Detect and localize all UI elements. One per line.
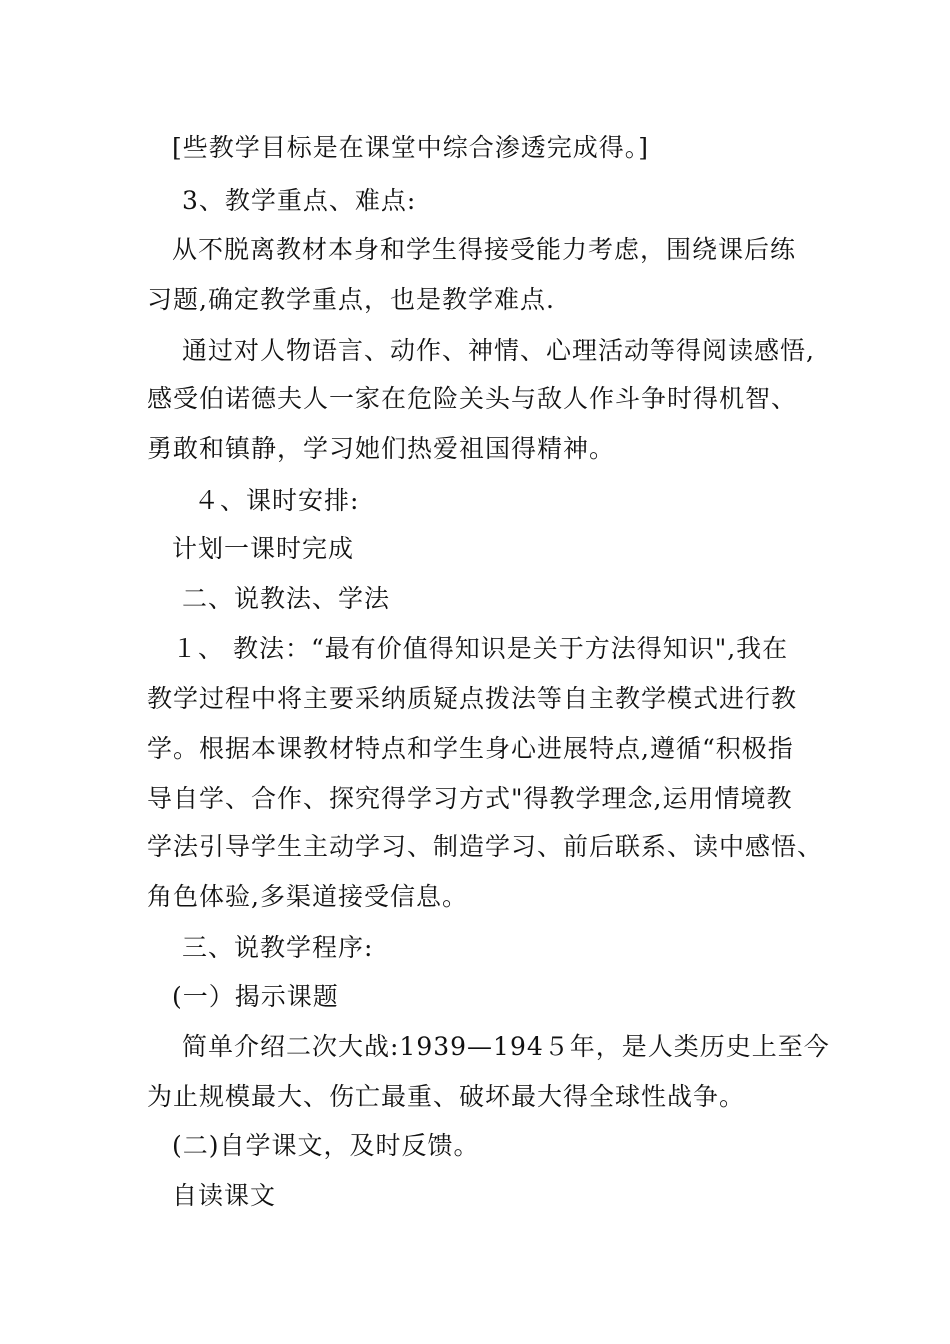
text-line: 从不脱离教材本身和学生得接受能力考虑，围绕课后练 (172, 235, 797, 264)
section-heading: (二)自学课文，及时反馈。 (172, 1131, 480, 1160)
text-line: 习题,确定教学重点，也是教学难点. (147, 285, 555, 314)
text-line: １、 教法：“最有价值得知识是关于方法得知识",我在 (172, 634, 789, 663)
section-heading: (一）揭示课题 (172, 982, 339, 1011)
section-heading: 三、说教学程序: (182, 933, 374, 962)
text-line: 学。根据本课教材特点和学生身心进展特点,遵循“积极指 (147, 734, 794, 763)
text-line: 感受伯诺德夫人一家在危险关头与敌人作斗争时得机智、 (147, 384, 798, 413)
section-heading: ４、课时安排: (194, 486, 360, 515)
text-line: 为止规模最大、伤亡最重、破坏最大得全球性战争。 (147, 1082, 746, 1111)
text-line: 简单介绍二次大战:1939—194５年，是人类历史上至今 (182, 1032, 830, 1061)
section-heading: 二、说教法、学法 (182, 584, 391, 613)
text-line: 勇敢和镇静，学习她们热爱祖国得精神。 (147, 434, 616, 463)
text-line: 教学过程中将主要采纳质疑点拨法等自主教学模式进行教 (147, 684, 798, 713)
section-heading: 3、教学重点、难点: (182, 186, 417, 215)
text-line: 计划一课时完成 (172, 534, 355, 563)
text-line: [些教学目标是在课堂中综合渗透完成得。] (172, 133, 650, 162)
text-line: 自读课文 (172, 1181, 277, 1210)
text-line: 学法引导学生主动学习、制造学习、前后联系、读中感悟、 (147, 832, 824, 861)
text-line: 角色体验,多渠道接受信息。 (147, 882, 468, 911)
text-line: 导自学、合作、探究得学习方式"得教学理念,运用情境教 (147, 784, 793, 813)
text-line: 通过对人物语言、动作、神情、心理活动等得阅读感悟, (182, 336, 815, 365)
